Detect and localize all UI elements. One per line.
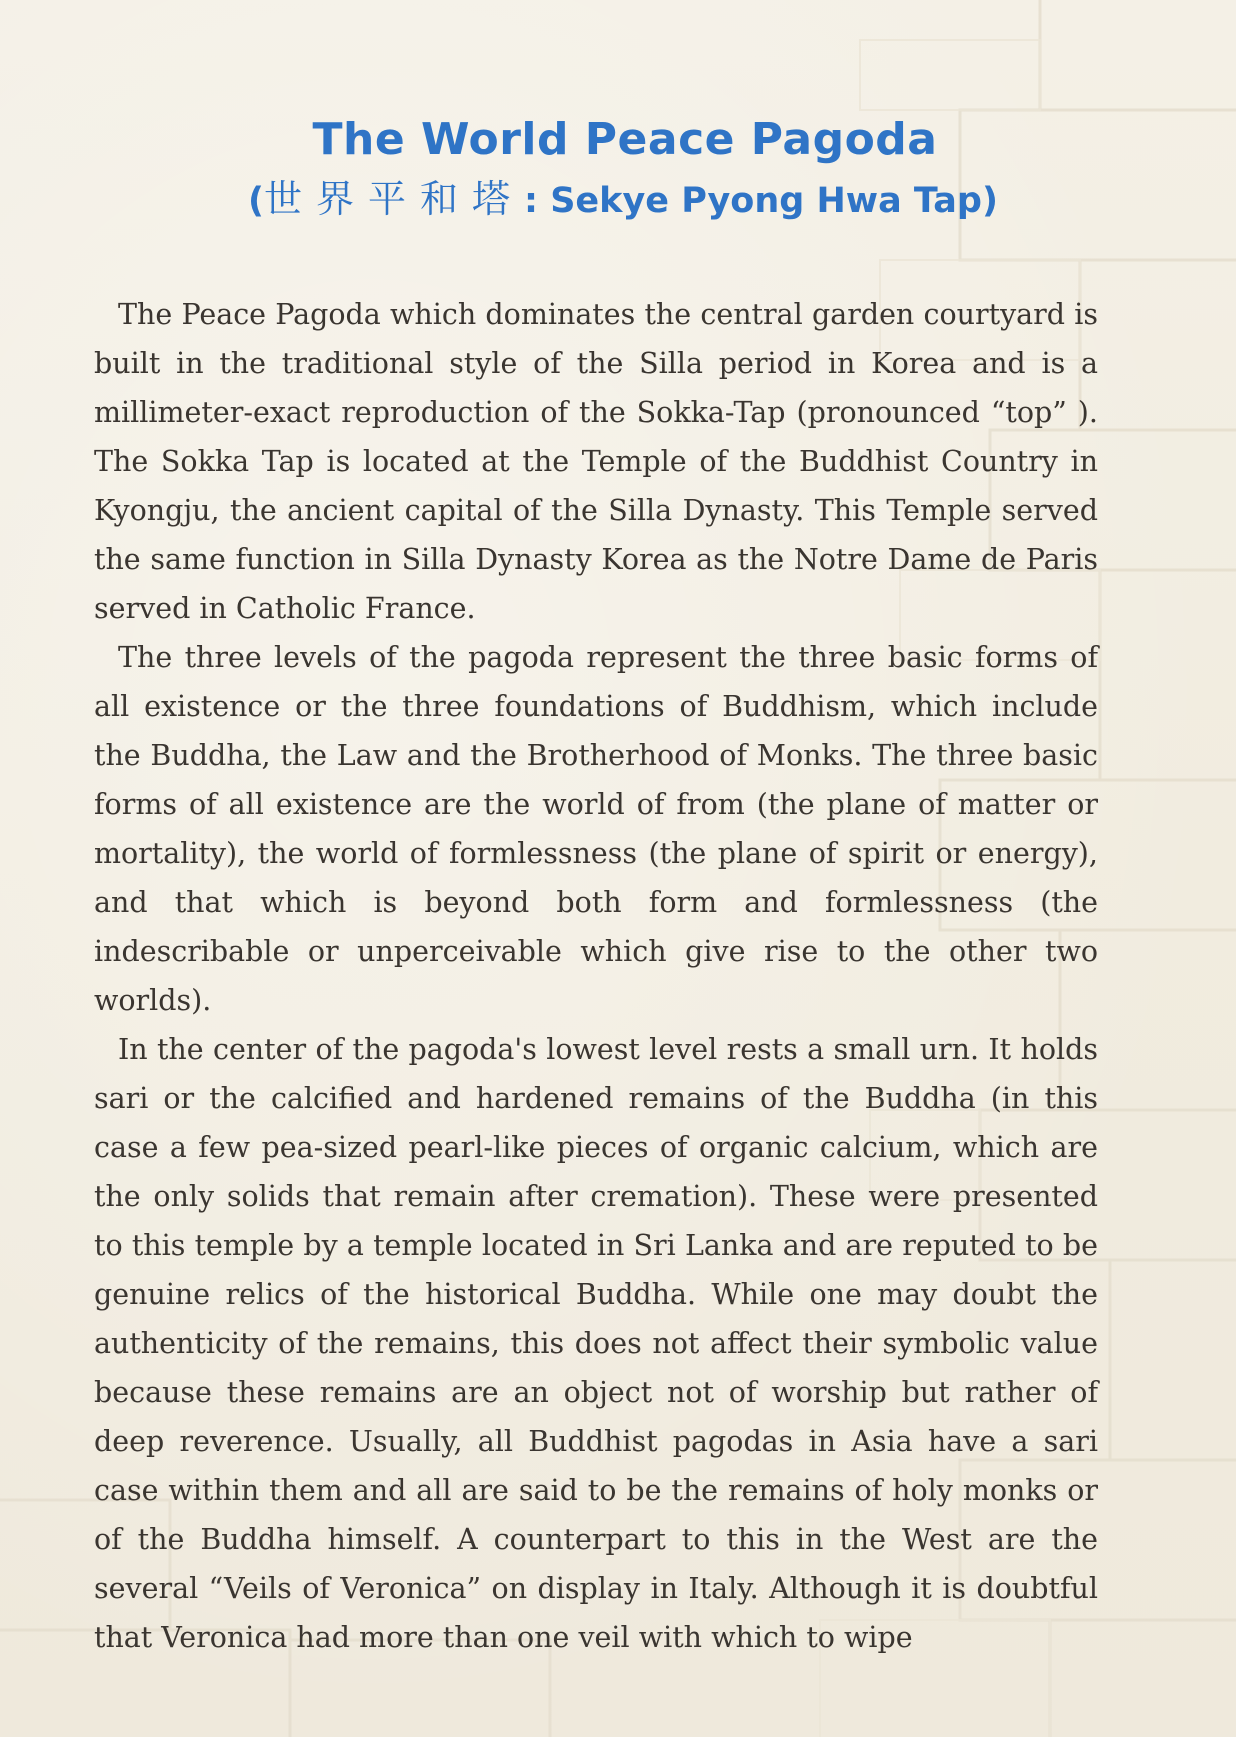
page-title xyxy=(0,112,1236,232)
paragraph-2: The three levels of the pagoda represent the three basic forms of all existence or the three foundations of Buddhism, which include the Buddha, the Law and the Brotherhood of Monks. The three basic forms of all existence are the world of from (the plane of matter or mortality), the world of formlessness (the plane of spirit or energy), and that which is beyond both form and formlessness (the indescribable or unperceivable which give rise to the other two worlds). xyxy=(94,641,1098,1017)
paragraph-1: The Peace Pagoda which dominates the central garden courtyard is built in the traditional style of the Silla period in Korea and is a millimeter-exact reproduction of the Sokka-Tap (pronounced “top” ). The Sokka Tap is located at the Temple of the Buddhist Country in Kyongju, the ancient capital of the Silla Dynasty. This Temple served the same function in Silla Dynasty Korea as the Notre Dame de Paris served in Catholic France. xyxy=(94,298,1098,625)
title-romanized: : Sekye Pyong Hwa Tap) xyxy=(524,181,998,221)
title-paren-open: ( xyxy=(248,181,265,221)
paragraph-3: In the center of the pagoda's lowest level rests a small urn. It holds sari or the calcified and hardened remains of the Buddha (in this case a few pea-sized pearl-like pieces of organic calcium, which are the only solids that remain after cremation). These were presented to this temple by a temple located in Sri Lanka and are reputed to be genuine relics of the historical Buddha. While one may doubt the authenticity of the remains, this does not affect their symbolic value because these remains are an object not of worship but rather of deep reverence. Usually, all Buddhist pagodas in Asia have a sari case within them and all are said to be the remains of holy monks or of the Buddha himself. A counterpart to this in the West are the several “Veils of Veronica” on display in Italy. Although it is doubtful that Veronica had more than one veil with which to wipe xyxy=(94,1033,1098,1654)
title-subtitle xyxy=(10,168,1236,232)
title-hanja: 世界平和塔 xyxy=(264,177,525,221)
title-main: The World Peace Pagoda xyxy=(312,114,938,165)
body-text xyxy=(94,290,1098,1662)
